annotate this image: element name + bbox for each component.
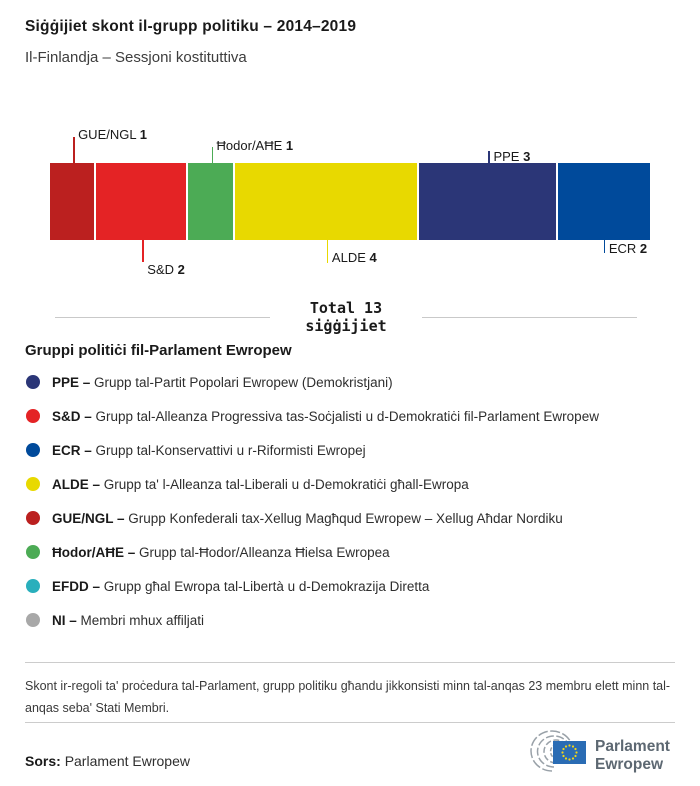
legend-color-dot — [26, 375, 40, 389]
legend-color-dot — [26, 409, 40, 423]
legend-item-ecr — [26, 440, 366, 460]
legend-item-label: S&D – Grupp tal-Alleanza Progressiva tas-Soċjalisti u d-Demokratiċi fil-Parlament Ewropew — [52, 408, 599, 424]
legend-item-label: ALDE – Grupp ta' l-Alleanza tal-Liberali u d-Demokratiċi għall-Ewropa — [52, 476, 469, 492]
total-rule-left — [55, 317, 270, 318]
legend-color-dot — [26, 443, 40, 457]
legend-item-ppe — [26, 372, 393, 392]
legend-item-alde — [26, 474, 469, 494]
svg-text:Ewropew: Ewropew — [595, 756, 664, 773]
page-subtitle: Il-Finlandja – Sessjoni kostituttiva — [25, 49, 247, 66]
legend-heading: Gruppi politiċi fil-Parlament Ewropew — [25, 342, 292, 359]
total-label — [270, 299, 422, 335]
bar-segment-ecr — [558, 163, 650, 240]
callout-tick — [142, 240, 144, 262]
callout-tick — [73, 137, 75, 163]
legend-color-dot — [26, 511, 40, 525]
legend-item-efdd — [26, 576, 429, 596]
divider-bottom — [25, 722, 675, 723]
divider-top — [25, 662, 675, 663]
legend-item-label: ECR – Grupp tal-Konservattivi u r-Riformisti Ewropej — [52, 442, 366, 458]
legend-item-label: GUE/NGL – Grupp Konfederali tax-Xellug Magħqud Ewropew – Xellug Aħdar Nordiku — [52, 510, 563, 526]
callout-tick — [327, 240, 329, 263]
page-title: Siġġijiet skont il-grupp politiku – 2014–2019 — [25, 18, 357, 35]
legend-color-dot — [26, 613, 40, 627]
legend-color-dot — [26, 477, 40, 491]
eu-flag-icon — [553, 741, 586, 764]
callout-label: S&D 2 — [147, 262, 185, 277]
total-rule-right — [422, 317, 637, 318]
logo-wordmark — [595, 738, 670, 773]
legend-item-label: Ħodor/AĦE – Grupp tal-Ħodor/Alleanza Ħielsa Ewropea — [52, 544, 390, 560]
legend-item-s-d — [26, 406, 599, 426]
svg-text:Parlament: Parlament — [595, 738, 670, 755]
source-line — [25, 753, 190, 769]
legend-item-gue-ngl — [26, 508, 563, 528]
callout-label: ECR 2 — [608, 241, 648, 256]
legend-item-ni — [26, 610, 204, 630]
callout-label: PPE 3 — [493, 149, 531, 164]
callout-tick — [212, 147, 214, 163]
bar-segment-alde — [235, 163, 420, 240]
legend-item-label: EFDD – Grupp għal Ewropa tal-Libertà u d-Demokrazija Diretta — [52, 578, 430, 594]
callout-label: ALDE 4 — [331, 250, 377, 265]
total-label-line2: siġġijiet — [305, 317, 387, 335]
bar-segment--odor-a-e — [188, 163, 234, 240]
bar-segment-s-d — [96, 163, 188, 240]
bar-segment-ppe — [419, 163, 557, 240]
footnote: Skont ir-regoli ta' proċedura tal-Parlament, grupp politiku għandu jikkonsisti minn tal-anqas 23 membru elett minn tal-anqas seba' Stati Membri. — [25, 679, 671, 715]
european-parliament-logo — [523, 726, 683, 778]
source-label: Sors: — [25, 753, 61, 769]
legend-item-label: NI – Membri mhux affiljati — [52, 612, 205, 628]
legend-color-dot — [26, 579, 40, 593]
total-label-line1: Total 13 — [309, 299, 383, 317]
bar-segment-gue-ngl — [50, 163, 96, 240]
callout-label: GUE/NGL 1 — [78, 127, 147, 142]
legend-item--odor-a-e — [26, 542, 390, 562]
callout-tick — [488, 151, 490, 163]
source-value: Parlament Ewropew — [64, 753, 190, 769]
legend-color-dot — [26, 545, 40, 559]
callout-label: Ħodor/AĦE 1 — [216, 138, 294, 153]
callout-tick — [604, 240, 606, 253]
stacked-bar — [50, 163, 650, 240]
total-annotation — [55, 299, 637, 335]
legend-item-label: PPE – Grupp tal-Partit Popolari Ewropew (Demokristjani) — [52, 374, 393, 390]
